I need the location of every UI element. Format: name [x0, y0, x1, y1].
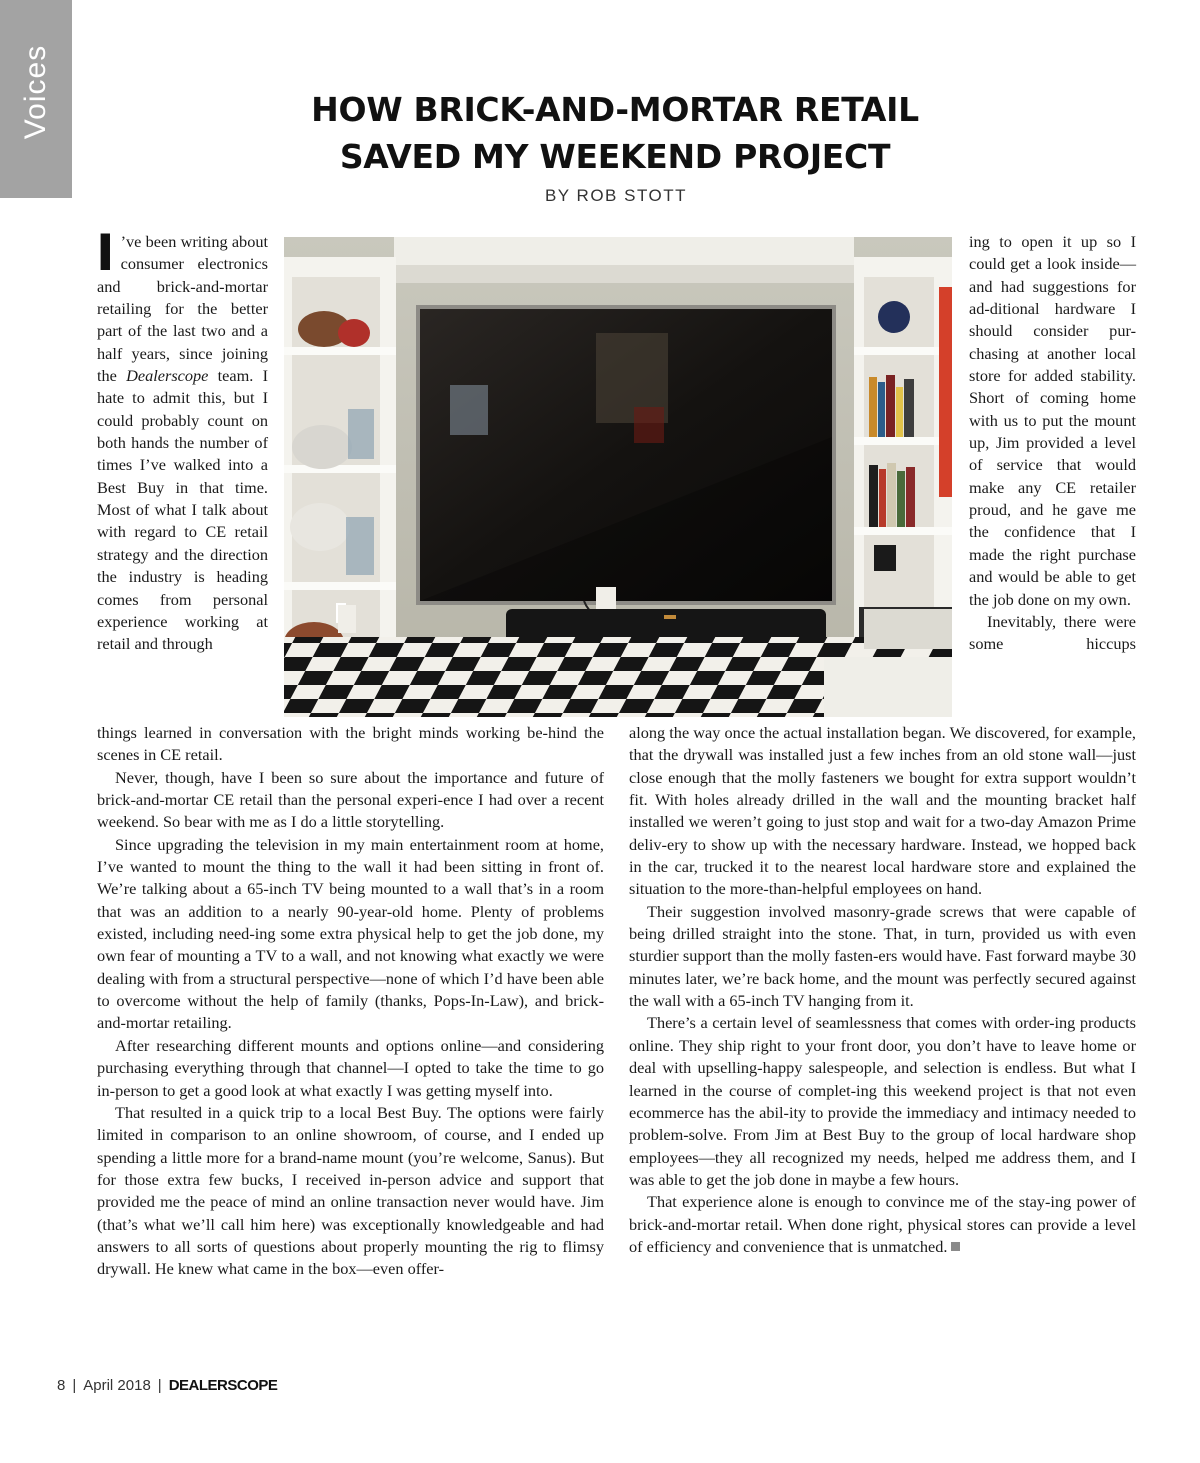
- left-body-column: [97, 722, 604, 1281]
- body-paragraph: After researching different mounts and options online—and considering purchasing everything through that channel—I opted to take the time to go in-person to get a good look at what exactly I was getting myself into.: [97, 1035, 604, 1100]
- issue-date: April 2018: [83, 1377, 151, 1394]
- body-paragraph: things learned in conversation with the bright minds working be-hind the scenes in CE retail.: [97, 723, 604, 765]
- final-paragraph: [629, 1191, 1136, 1258]
- byline: BY ROB STOTT: [544, 186, 688, 205]
- publication-name: Dealerscope: [126, 366, 209, 386]
- body-paragraph: There’s a certain level of seamlessness that comes with order-ing products online. They ship right to your front door, you don’t have to leave home or deal with upselling-happy salespeople, and selection is endless. But what I learned in the course of complet-ing this weekend project is that not even ecommerce has the abil-ity to provide the immediacy and intimacy needed to problem-solve. From Jim at Best Buy to the group of local hardware shop employees—they all recognized my needs, helped me address them, and I was able to get the job done in maybe a few hours.: [629, 1013, 1136, 1189]
- headline-line-1: HOW BRICK-AND-MORTAR RETAIL: [311, 90, 919, 129]
- section-tab: [0, 0, 72, 198]
- right-body-column: [629, 722, 1136, 1258]
- body-paragraph: ing to open it up so I could get a look inside—and had suggestions for ad-ditional hardware I should consider pur-chasing at another local store for added stability. Short of coming home with us to put the mount up, Jim provided a level of service that would make any CE retailer proud, and he gave me the confidence that I made the right purchase and would be able to get the job done on my own.: [969, 232, 1136, 609]
- section-label: Voices: [19, 44, 52, 140]
- tv-room-illustration: [284, 237, 952, 717]
- intro-paragraph: [96, 224, 268, 656]
- end-of-article-square-icon: [951, 1242, 960, 1251]
- intro-text: ’ve been writing about consumer electronics and brick-and-mortar retailing for the better part of the last two and a half years, since joining the: [97, 232, 268, 386]
- intro-column: [96, 224, 268, 656]
- continuation-column-top: [969, 231, 1136, 656]
- drop-cap: I: [96, 224, 115, 282]
- body-paragraph: Since upgrading the television in my main entertainment room at home, I’ve wanted to mount the thing to the wall it had been sitting in front of. We’re talking about a 65-inch TV being mounted to a wall that’s in a room that was an addition to a nearly 90-year-old home. Plenty of problems existed, including need-ing some extra physical help to get the job done, my own fear of mounting a TV to a wall, and not knowing what exactly we were dealing with from a structural perspective—none of which I’d have been able to overcome without the help of family (thanks, Pops-In-Law), and brick-and-mortar retailing.: [97, 834, 604, 1033]
- final-paragraph-text: That experience alone is enough to convince me of the stay-ing power of brick-and-mortar retail. When done right, physical stores can provide a level of efficiency and convenience that is unmatched.: [629, 1192, 1136, 1256]
- headline-line-2: SAVED MY WEEKEND PROJECT: [339, 137, 891, 176]
- publication-logo: DEALERSCOPE: [168, 1377, 278, 1394]
- page-footer: [57, 1377, 277, 1394]
- body-paragraph: Inevitably, there were some hiccups: [969, 611, 1136, 654]
- body-paragraph: That resulted in a quick trip to a local Best Buy. The options were fairly limited in comparison to an online showroom, of course, and I ended up spending a little more for a brand-name mount (you’re welcome, Sanus). But for those extra few bucks, I received in-person advice and support that provided me the peace of mind an online transaction never would have. Jim (that’s what we’ll call him here) was exceptionally knowledgeable and had answers to all sorts of questions about properly mounting the rig to flimsy drywall. He knew what came in the box—even offer-: [97, 1102, 604, 1279]
- footer-divider: |: [157, 1377, 162, 1394]
- body-paragraph: Their suggestion involved masonry-grade screws that were capable of being drilled straight into the stone. That, in turn, provided us with even sturdier support than the molly fasten-ers would have. Fast forward maybe 30 minutes later, we’re back home, and the mount was perfectly secured against the wall with a 65-inch TV hanging from it.: [629, 901, 1136, 1011]
- body-paragraph: along the way once the actual installation began. We discovered, for example, that the drywall was installed just a few inches from an old stone wall—just close enough that the molly fasteners we bought for extra support wouldn’t fit. With holes already drilled in the wall and the mounting bracket half installed we weren’t going to just stop and wait for a two-day Amazon Prime deliv-ery to show up with the necessary hardware. Instead, we hopped back in the car, trucked it to the nearest local hardware store and explained the situation to the more-than-helpful employees on hand.: [629, 723, 1136, 899]
- body-paragraph: Never, though, have I been so sure about the importance and future of brick-and-mortar CE retail than the personal experi-ence I had over a recent weekend. So bear with me as I do a little storytelling.: [97, 767, 604, 832]
- article-headline: [230, 86, 1000, 180]
- intro-text-cont: team. I hate to admit this, but I could probably count on both hands the number of times I’ve walked into a Best Buy in that time. Most of what I talk about with regard to CE retail strategy and the direction the industry is heading comes from personal experience working at retail and through: [97, 366, 268, 654]
- article-photo-tv-mounted: [284, 237, 952, 717]
- footer-divider: |: [72, 1377, 77, 1394]
- page-number: 8: [57, 1377, 66, 1394]
